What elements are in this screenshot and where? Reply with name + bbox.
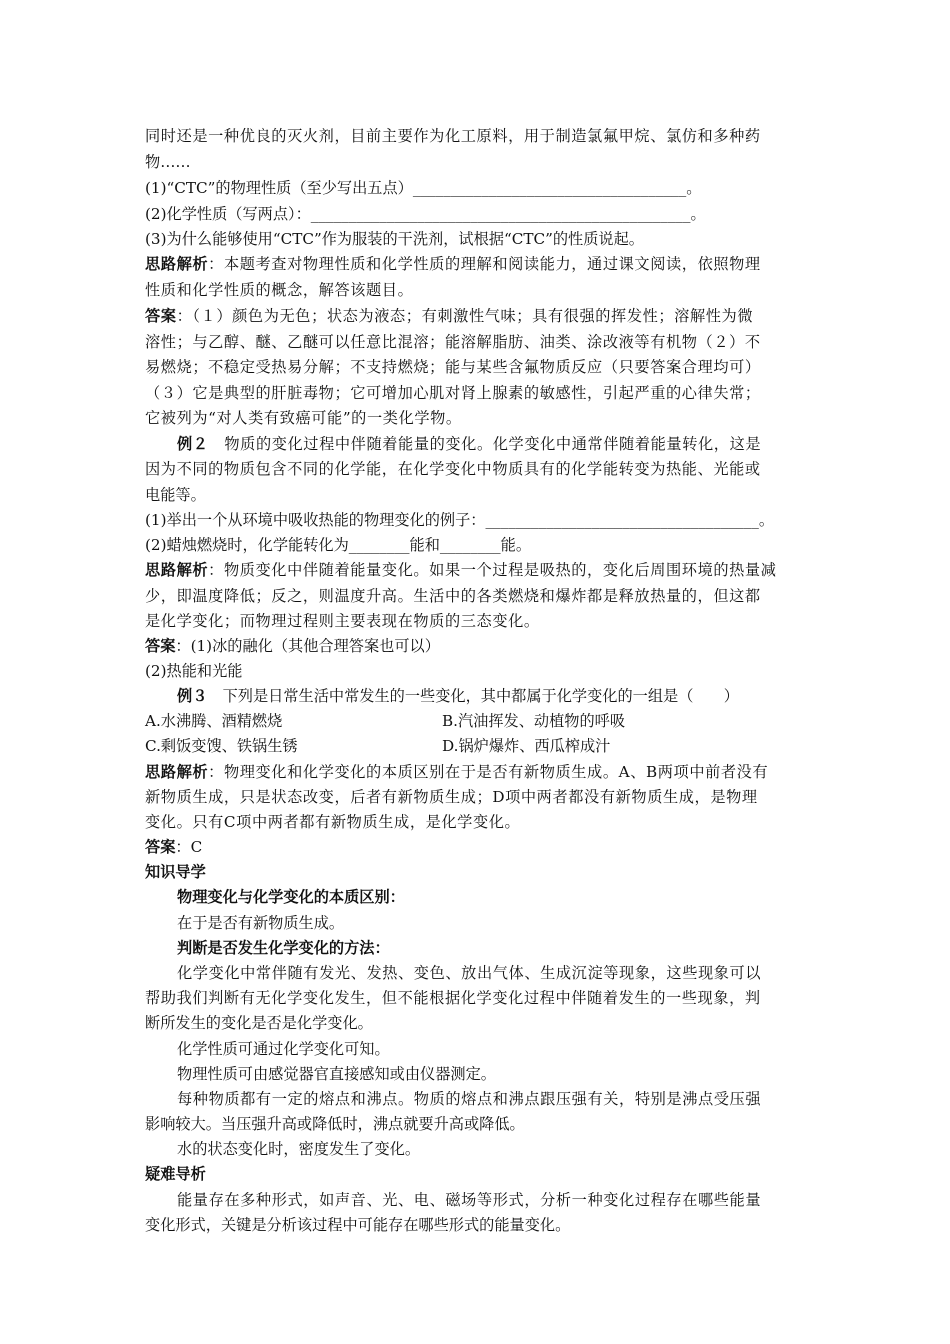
answer-label: 答案 [145,838,176,856]
example-2-question-2: (2)蜡烛燃烧时，化学能转化为________能和________能。 [145,536,532,554]
option-b: B.汽油挥发、动植物的呼吸 [442,712,626,730]
example-3-paragraph: 例３ 下列是日常生活中常发生的一些变化，其中都属于化学变化的一组是（ ） [177,687,739,705]
intro-line: 物…… [145,153,191,171]
option-c: C.剩饭变馊、铁锅生锈 [145,737,298,755]
paragraph: 能量存在多种形式，如声音、光、电、磁场等形式，分析一种变化过程存在哪些能量 [177,1191,762,1209]
analysis-label: 思路解析 [145,255,209,273]
analysis-label: 思路解析 [145,561,209,579]
section-heading: 疑难导析 [145,1165,206,1183]
example-2-paragraph: 例２ 物质的变化过程中伴随着能量的变化。化学变化中通常伴随着能量转化，这是 [177,435,762,453]
paragraph-line: 影响较大。当压强升高或降低时，沸点就要升高或降低。 [145,1115,525,1133]
answer-paragraph: 答案：C [145,838,203,856]
question-2-chemical: (2)化学性质（写两点）：__________________________________________________。 [145,205,706,223]
analysis-paragraph: 思路解析：本题考查对物理性质和化学性质的理解和阅读能力，通过课文阅读，依照物理 [145,255,761,273]
analysis-line: 性质和化学性质的概念，解答该题目。 [145,281,414,299]
answer-line: 它被列为“对人类有致癌可能”的一类化学物。 [145,409,462,427]
answer-label: 答案 [145,307,177,325]
example-2-label: 例２ [177,435,209,453]
answer-line: （３）它是典型的肝脏毒物；它可增加心肌对肾上腺素的敏感性，引起严重的心律失常； [145,384,761,402]
paragraph: 物理性质可由感觉器官直接感知或由仪器测定。 [177,1065,496,1083]
paragraph-line: 断所发生的变化是否是化学变化。 [145,1014,373,1032]
example-3-label: 例３ [177,687,208,705]
paragraph: 每种物质都有一定的熔点和沸点。物质的熔点和沸点跟压强有关，特别是沸点受压强 [177,1090,762,1108]
paragraph: 化学性质可通过化学变化可知。 [177,1040,390,1058]
options-row [145,710,805,732]
paragraph-line: 变化形式，关键是分析该过程中可能存在哪些形式的能量变化。 [145,1216,571,1234]
analysis-line: 是化学变化；而物理过程则主要表现在物质的三态变化。 [145,612,540,630]
subheading: 判断是否发生化学变化的方法： [177,939,390,957]
options-row [145,735,805,757]
analysis-paragraph: 思路解析：物理变化和化学变化的本质区别在于是否有新物质生成。A、B两项中前者没有 [145,763,769,781]
paragraph: 水的状态变化时，密度发生了变化。 [177,1140,420,1158]
section-heading: 知识导学 [145,863,206,881]
analysis-line: 新物质生成，只是状态改变，后者有新物质生成；D项中两者都没有新物质生成，是物理 [145,788,758,806]
example-2-line: 电能等。 [145,486,206,504]
paragraph: 在于是否有新物质生成。 [177,914,345,932]
analysis-paragraph: 思路解析：物质变化中伴随着能量变化。如果一个过程是吸热的，变化后周围环境的热量减 [145,561,777,579]
paragraph: 化学变化中常伴随有发光、发热、变色、放出气体、生成沉淀等现象，这些现象可以 [177,964,762,982]
example-2-question-1: (1)举出一个从环境中吸收热能的物理变化的例子：____________________________________。 [145,511,775,529]
analysis-line: 少，即温度降低；反之，则温度升高。生活中的各类燃烧和爆炸都是释放热量的，但这都 [145,587,761,605]
analysis-line: 变化。只有C项中两者都有新物质生成，是化学变化。 [145,813,521,831]
answer-line: 易燃烧；不稳定受热易分解；不支持燃烧；能与某些含氟物质反应（只要答案合理均可） [145,358,761,376]
answer-line: 溶性；与乙醇、醚、乙醚可以任意比混溶；能溶解脂肪、油类、涂改液等有机物（２）不 [145,333,761,351]
answer-line: (2)热能和光能 [145,662,243,680]
answer-paragraph: 答案：(1)冰的融化（其他合理答案也可以） [145,637,440,655]
intro-line: 同时还是一种优良的灭火剂，目前主要作为化工原料，用于制造氯氟甲烷、氯仿和多种药 [145,127,761,145]
analysis-label: 思路解析 [145,763,209,781]
question-1-physical: (1)“CTC”的物理性质（至少写出五点）____________________________________。 [145,179,702,197]
option-d: D.锅炉爆炸、西瓜榨成汁 [442,737,611,755]
question-3-dry-cleaning: (3)为什么能够使用“CTC”作为服装的干洗剂，试根据“CTC”的性质说起。 [145,230,644,248]
answer-paragraph: 答案：（１）颜色为无色；状态为液态；有刺激性气味；具有很强的挥发性；溶解性为微 [145,307,754,325]
example-2-line: 因为不同的物质包含不同的化学能，在化学变化中物质具有的化学能转变为热能、光能或 [145,460,761,478]
paragraph-line: 帮助我们判断有无化学变化发生，但不能根据化学变化过程中伴随着发生的一些现象，判 [145,989,761,1007]
option-a: A.水沸腾、酒精燃烧 [145,712,283,730]
subheading: 物理变化与化学变化的本质区别： [177,888,405,906]
answer-label: 答案 [145,637,176,655]
